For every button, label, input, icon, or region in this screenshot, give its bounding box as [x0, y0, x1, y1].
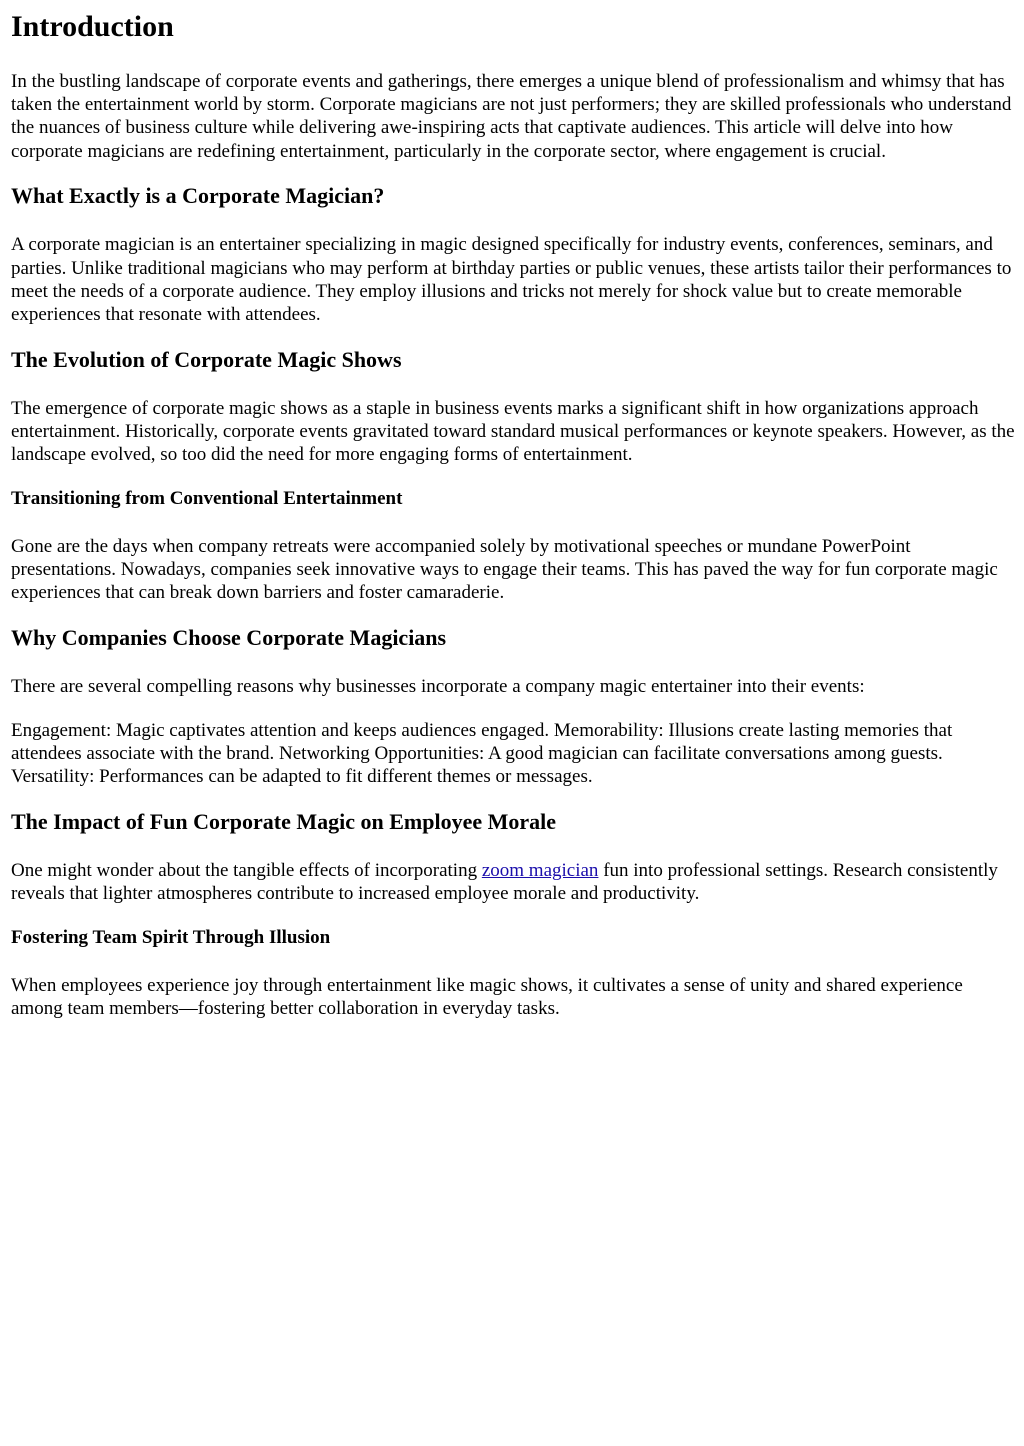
- section-paragraph-evolution: The emergence of corporate magic shows as a staple in business events marks a significant shift in how organizations approach entertainment. Historically, corporate events gravitated toward standard musical performances or keynote speakers. However, as the landscape evolved, so too did the need for more engaging forms of entertainment.: [11, 397, 1015, 466]
- section-heading-impact: The Impact of Fun Corporate Magic on Employee Morale: [11, 808, 557, 834]
- zoom-magician-link[interactable]: zoom magician: [481, 859, 599, 881]
- article-body: [11, 70, 1016, 1040]
- section-heading-why-choose: Why Companies Choose Corporate Magicians: [11, 624, 447, 650]
- impact-text-before-link: One might wonder about the tangible effects of incorporating: [11, 859, 482, 881]
- section-paragraph-impact: [11, 859, 1016, 905]
- subsection-paragraph-transitioning: Gone are the days when company retreats were accompanied solely by motivational speeches or mundane PowerPoint presentations. Nowadays, companies seek innovative ways to engage their teams. This has paved the way for fun corporate magic experiences that can break down barriers and foster camaraderie.: [11, 535, 998, 604]
- subsection-heading-team-spirit: Fostering Team Spirit Through Illusion: [11, 926, 331, 948]
- section-heading-evolution: The Evolution of Corporate Magic Shows: [11, 346, 402, 372]
- subsection-heading-transitioning: Transitioning from Conventional Entertainment: [11, 487, 403, 509]
- subsection-paragraph-team-spirit: When employees experience joy through entertainment like magic shows, it cultivates a sense of unity and shared experience among team members—fostering better collaboration in everyday tasks.: [11, 974, 963, 1019]
- section-lead-why-choose: There are several compelling reasons why businesses incorporate a company magic entertainer into their events:: [11, 675, 865, 697]
- intro-paragraph: In the bustling landscape of corporate events and gatherings, there emerges a unique blend of professionalism and whimsy that has taken the entertainment world by storm. Corporate magicians are not just performers; they are skilled professionals who understand the nuances of business culture while delivering awe-inspiring acts that captivate audiences. This article will delve into how corporate magicians are redefining entertainment, particularly in the corporate sector, where engagement is crucial.: [11, 71, 1012, 162]
- reasons-paragraph: Engagement: Magic captivates attention and keeps audiences engaged. Memorability: Illusions create lasting memories that attendees associate with the brand. Networking Opportunities: A good magician can facilitate conversations among guests. Versatility: Performances can be adapted to fit different themes or messages.: [11, 719, 953, 787]
- impact-text-after-link: fun into professional settings. Research consistently reveals that lighter atmospheres contribute to increased employee morale and productivity.: [11, 859, 998, 904]
- section-paragraph-what-is: A corporate magician is an entertainer specializing in magic designed specifically for industry events, conferences, seminars, and parties. Unlike traditional magicians who may perform at birthday parties or public venues, these artists tailor their performances to meet the needs of a corporate audience. They employ illusions and tricks not merely for shock value but to create memorable experiences that resonate with attendees.: [11, 234, 1012, 325]
- page-title: Introduction: [11, 10, 174, 43]
- section-heading-what-is: What Exactly is a Corporate Magician?: [11, 183, 385, 209]
